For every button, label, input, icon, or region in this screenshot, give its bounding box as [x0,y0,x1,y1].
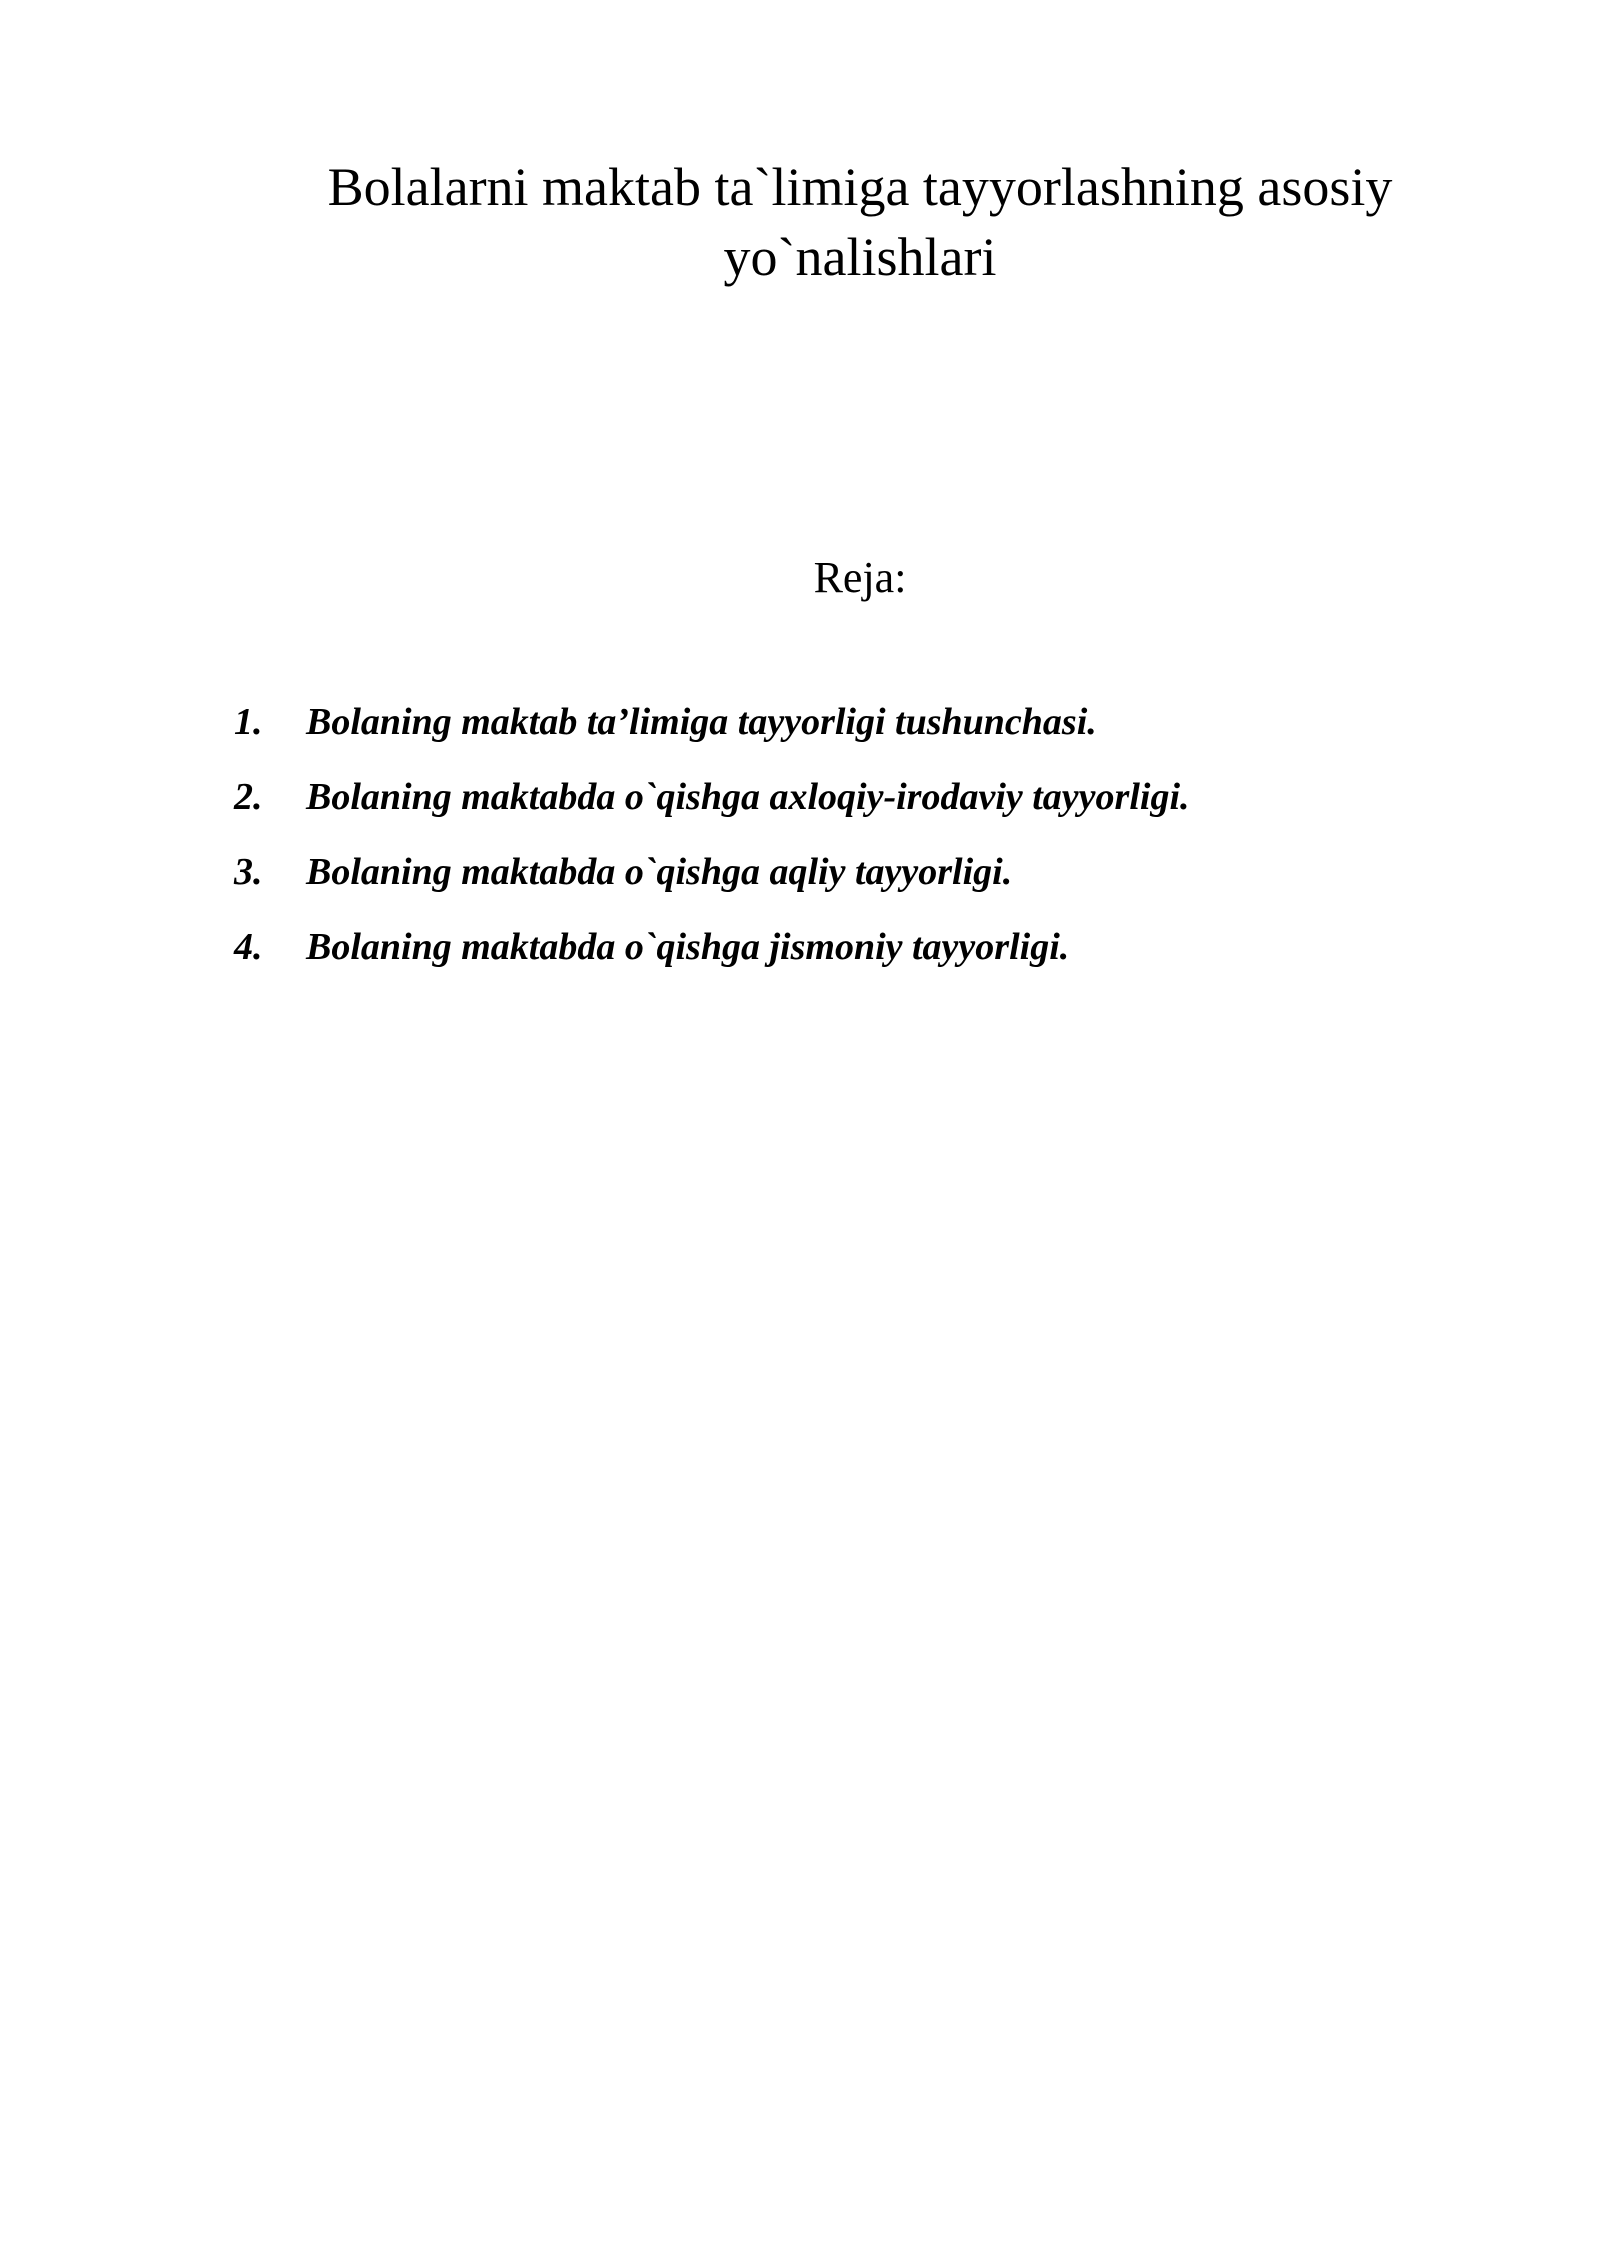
plan-item-4 [234,917,1434,992]
plan-item-number: 1. [234,701,263,743]
plan-item-text: Bolaning maktabda o`qishga axloqiy-irodaviy tayyorligi. [306,776,1190,818]
plan-list [234,692,1434,992]
plan-item-number: 4. [234,926,263,968]
plan-item-text: Bolaning maktab ta’limiga tayyorligi tushunchasi. [306,701,1097,743]
plan-item-number: 2. [234,776,263,818]
plan-item-text: Bolaning maktabda o`qishga aqliy tayyorligi. [306,851,1013,893]
plan-item-text: Bolaning maktabda o`qishga jismoniy tayyorligi. [306,926,1070,968]
plan-item-2 [234,767,1434,842]
plan-item-number: 3. [234,851,263,893]
plan-item-1 [234,692,1434,767]
plan-item-3 [234,842,1434,917]
plan-heading: Reja: [813,553,907,602]
document-title: Bolalarni maktab ta`limiga tayyorlashning asosiy yo`nalishlari [327,157,1393,287]
